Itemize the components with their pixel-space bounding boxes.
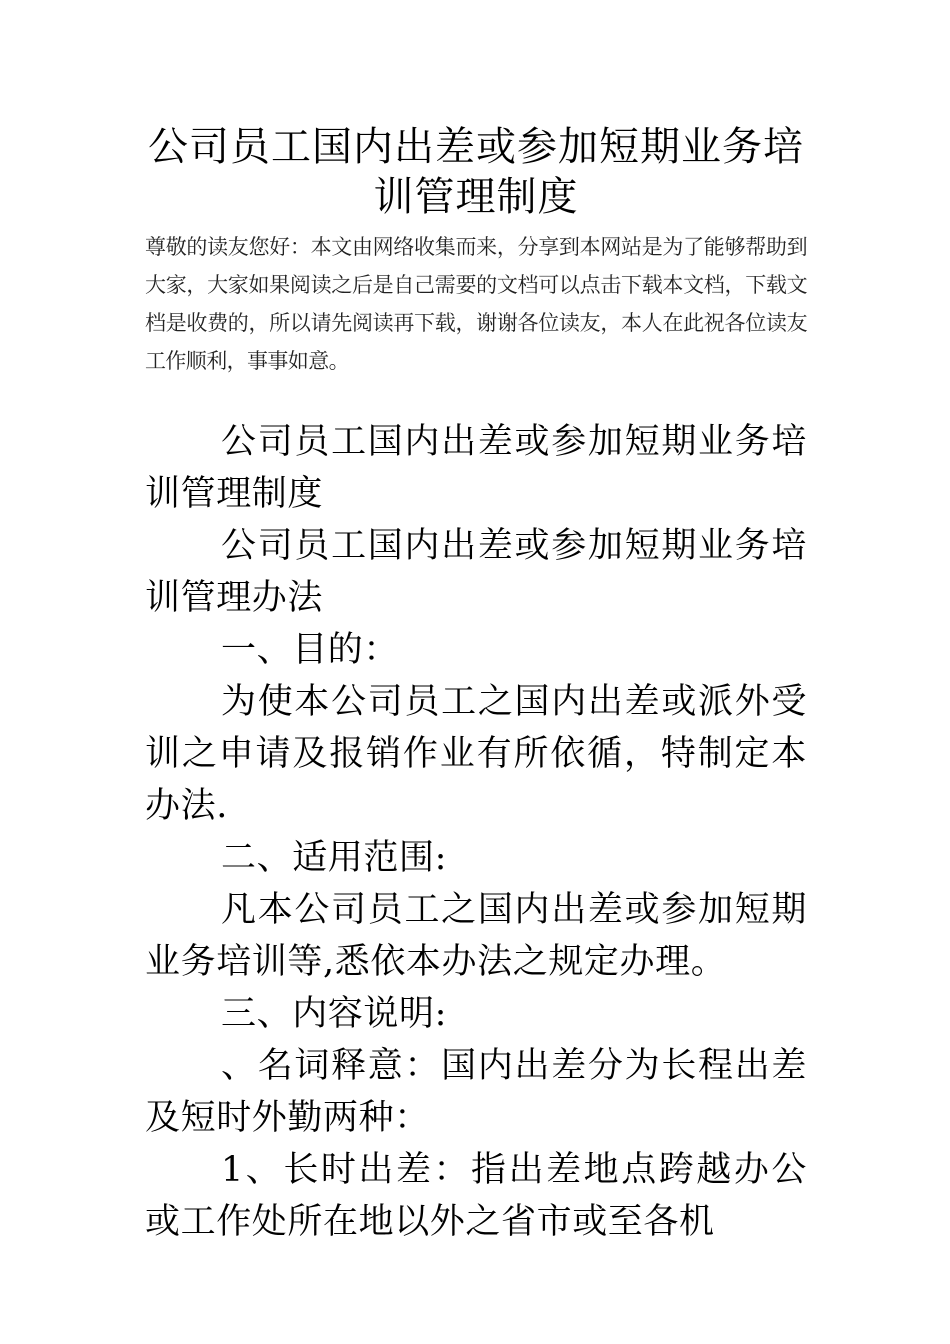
body-paragraph: 公司员工国内出差或参加短期业务培训管理制度 xyxy=(145,422,807,514)
section-heading: 二、适用范围: xyxy=(221,838,447,878)
document-page xyxy=(145,122,807,1248)
body-paragraph: 为使本公司员工之国内出差或派外受训之申请及报销作业有所依循，特制定本办法. xyxy=(145,682,807,826)
body-paragraph: 凡本公司员工之国内出差或参加短期业务培训等,悉依本办法之规定办理。 xyxy=(145,890,807,982)
document-body xyxy=(145,416,807,1248)
reader-notice: 尊敬的读友您好：本文由网络收集而来，分享到本网站是为了能够帮助到大家，大家如果阅读之后是自己需要的文档可以点击下载本文档，下载文档是收费的，所以请先阅读再下载，谢谢各位读友，本人在此祝各位读友工作顺利，事事如意。 xyxy=(145,235,807,373)
body-paragraph: 公司员工国内出差或参加短期业务培训管理办法 xyxy=(145,526,807,618)
section-heading: 一、目的： xyxy=(221,630,400,670)
body-paragraph: 、名词释意：国内出差分为长程出差及短时外勤两种： xyxy=(145,1046,807,1138)
document-title: 公司员工国内出差或参加短期业务培训管理制度 xyxy=(148,124,804,220)
body-paragraph: 1、长时出差：指出差地点跨越办公或工作处所在地以外之省市或至各机 xyxy=(145,1150,807,1242)
section-heading: 三、内容说明: xyxy=(221,994,447,1034)
